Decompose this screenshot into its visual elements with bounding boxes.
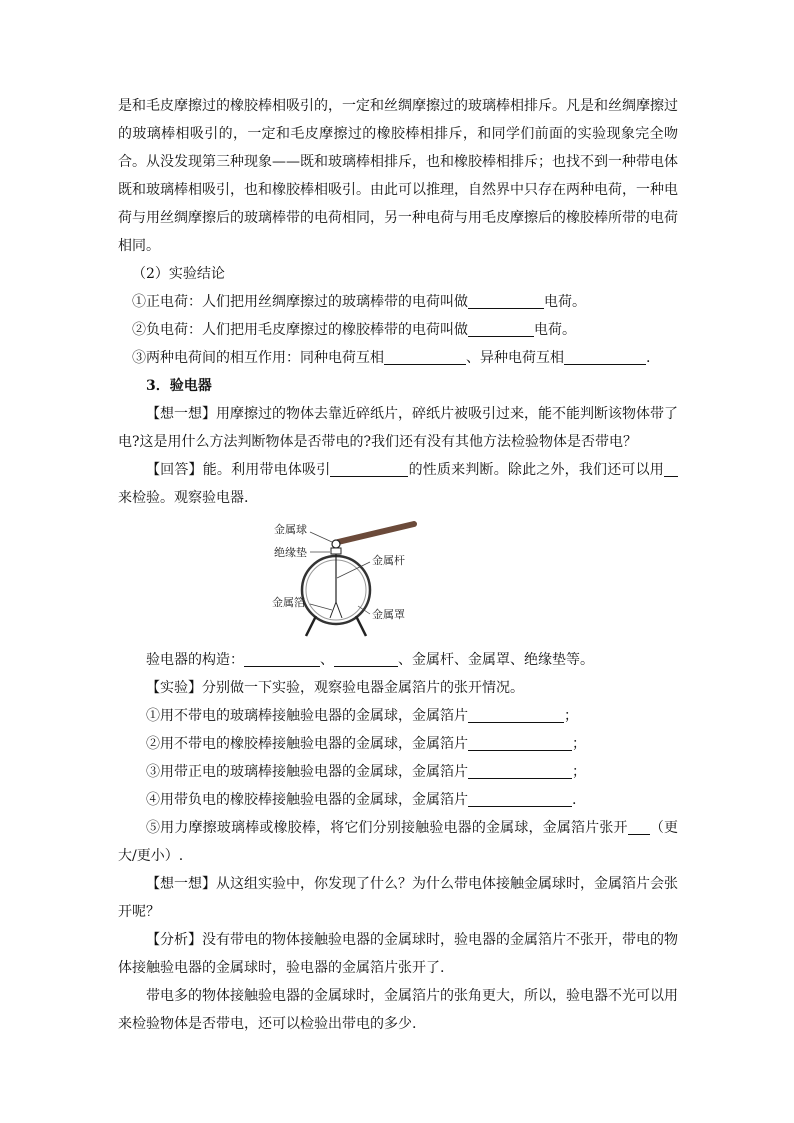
item-text: ③两种电荷间的相互作用：同种电荷互相 [132,350,384,366]
label-rod: 金属杆 [372,554,405,567]
answer-blank[interactable] [468,734,572,751]
item-text: ④用带负电的橡胶棒接触验电器的金属球，金属箔片 [146,792,468,808]
item-text: 、异种电荷互相 [466,350,564,366]
stand-leg [356,616,366,636]
item-text: ； [564,708,578,724]
item-text: 来检验。观察验电器. [118,490,249,506]
answer-blank[interactable] [468,706,564,723]
item-text: 的性质来判断。除此之外，我们还可以用 [408,462,664,478]
label-foil: 金属箔 [272,596,305,609]
experiment-item-3 [118,758,678,786]
conclusion-item-positive [118,288,678,316]
item-text: 电荷。 [544,294,586,310]
answer-blank[interactable] [468,292,544,309]
document-page [118,92,678,1038]
charged-rod [338,524,414,542]
item-text: ⑤用力摩擦玻璃棒或橡胶棒，将它们分别接触验电器的金属球，金属箔片张开 [146,820,628,836]
experiment-item-2 [118,730,678,758]
item-text: 验电器的构造： [146,652,244,668]
electroscope-figure [118,518,678,638]
answer-blank[interactable] [334,650,398,667]
conclusion-item-negative [118,316,678,344]
experiment-item-1 [118,702,678,730]
conclusion-heading: （2）实验结论 [132,266,225,282]
answer-blank[interactable] [468,320,534,337]
final-paragraph: 带电多的物体接触验电器的金属球时，金属箔片的张角更大，所以，验电器不光可以用来检验物体是否带电，还可以检验出带电的多少. [118,988,678,1032]
answer-paragraph [118,456,678,512]
answer-blank[interactable] [384,348,466,365]
metal-foil [336,602,342,618]
answer-blank[interactable] [664,460,678,477]
experiment-intro: 【实验】分别做一下实验，观察验电器金属箔片的张开情况。 [146,680,524,696]
stand-leg [306,616,316,636]
label-pad: 绝缘垫 [274,546,307,559]
label-cover: 金属罩 [372,608,405,621]
item-text: . [646,350,651,366]
analysis-paragraph: 【分析】没有带电的物体接触验电器的金属球时，验电器的金属箔片不张开，带电的物体接触验电器的金属球时，验电器的金属箔片张开了. [118,932,678,976]
answer-blank[interactable] [330,460,408,477]
item-text: 电荷。 [534,322,576,338]
intro-paragraph: 是和毛皮摩擦过的橡胶棒相吸引的，一定和丝绸摩擦过的玻璃棒相排斥。凡是和丝绸摩擦过的玻璃棒相吸引的，一定和毛皮摩擦过的橡胶棒相排斥，和同学们前面的实验现象完全吻合。从没发现第三种现象——既和玻璃棒相排斥，也和橡胶棒相排斥；也找不到一种带电体既和玻璃棒相吸引，也和橡胶棒相吸引。由此可以推理，自然界中只存在两种电荷，一种电荷与用丝绸摩擦后的玻璃棒带的电荷相同，另一种电荷与用毛皮摩擦后的橡胶棒所带的电荷相同。 [118,98,678,254]
item-text: . [572,792,577,808]
item-text: ②负电荷：人们把用毛皮摩擦过的橡胶棒带的电荷叫做 [132,322,468,338]
item-text: （更大/更小）. [118,820,679,864]
item-text: ③用带正电的玻璃棒接触验电器的金属球，金属箔片 [146,764,468,780]
think-paragraph-2: 【想一想】从这组实验中，你发现了什么？为什么带电体接触金属球时，金属箔片会张开呢？ [118,876,678,920]
insulating-pad [331,548,341,554]
item-text: ②用不带电的橡胶棒接触验电器的金属球，金属箔片 [146,736,468,752]
answer-blank[interactable] [468,790,572,807]
electroscope-diagram [266,518,526,638]
label-ball: 金属球 [274,523,307,536]
item-text: ； [572,736,586,752]
item-text: 【回答】能。利用带电体吸引 [146,462,331,478]
item-text: 、金属杆、金属罩、绝缘垫等。 [398,652,594,668]
experiment-item-5 [118,814,678,870]
experiment-item-4 [118,786,678,814]
item-text: 、 [320,652,334,668]
section-heading: 3．验电器 [146,378,212,394]
structure-line [118,646,678,674]
metal-ball [332,540,340,548]
item-text: ①正电荷：人们把用丝绸摩擦过的玻璃棒带的电荷叫做 [132,294,468,310]
answer-blank[interactable] [628,818,650,835]
think-paragraph: 【想一想】用摩擦过的物体去靠近碎纸片，碎纸片被吸引过来，能不能判断该物体带了电?这是用什么方法判断物体是否带电的?我们还有没有其他方法检验物体是否带电？ [118,406,678,450]
conclusion-item-interaction [118,344,678,372]
answer-blank[interactable] [564,348,646,365]
item-text: ； [572,764,586,780]
answer-blank[interactable] [244,650,320,667]
answer-blank[interactable] [468,762,572,779]
item-text: ①用不带电的玻璃棒接触验电器的金属球，金属箔片 [146,708,468,724]
